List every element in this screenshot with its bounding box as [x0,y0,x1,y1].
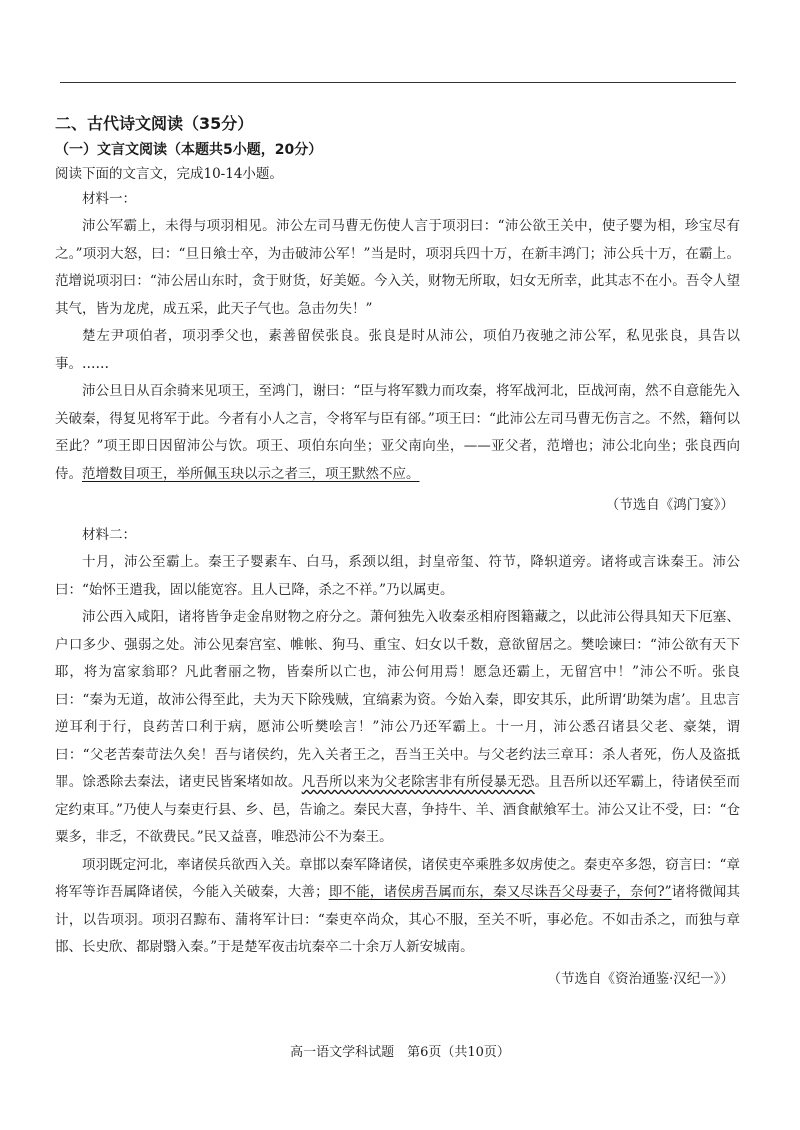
material-two-paragraph-1: 十月，沛公至霸上。秦王子婴素车、白马，系颈以组，封皇帝玺、符节，降轵道旁。诸将或言诛秦王。沛公曰：“始怀王遣我，固以能宽容。且人已降，杀之不祥。”乃以属吏。 [55,554,740,598]
material-one-source: （节选自《鸿门宴》） [605,497,734,513]
material-two [55,522,740,996]
material-one [55,186,740,522]
material-two-paragraph-3 [55,852,740,962]
wavy-underlined-sentence: 凡吾所以来为父老除害非有所侵暴无恐 [301,774,535,790]
material-one-paragraph-1: 沛公军霸上，未得与项羽相见。沛公左司马曹无伤使人言于项羽曰：“沛公欲王关中，使子婴为相，珍宝尽有之。”项羽大怒，曰：“旦日飨士卒，为击破沛公军！”当是时，项羽兵四十万，在新丰鸿门；沛公兵十万，在霸上。范增说项羽曰：“沛公居山东时，贪于财货，好美姬。今入关，财物无所取，妇女无所幸，此其志不在小。吾令人望其气，皆为龙虎，成五采，此天子气也。急击勿失！” [55,218,740,317]
paragraph-text-continued: 。且吾所以还军霸上，待诸侯至而定约束耳。”乃使人与秦吏行县、乡、邑，告谕之。秦民大喜，争持牛、羊、酒食献飨军士。沛公又让不受，曰：“仓粟多，非乏，不欲费民。”民又益喜，唯恐沛公不为秦王。 [55,774,741,845]
material-one-paragraph-3 [55,378,740,488]
section-title: 二、古代诗文阅读（35分） [55,114,254,133]
paragraph-text: 沛公旦日从百余骑来见项王，至鸿门，谢曰：“臣与将军戮力而攻秦，将军战河北，臣战河南，然不自意能先入关破秦，得复见将军于此。今者有小人之言，令将军与臣有郤。”项王曰：“此沛公左司马曹无伤言之。不然，籍何以至此？”项王即日因留沛公与饮。项王、项伯东向坐；亚父南向坐，——亚父者，范增也；沛公北向坐；张良西向侍。 [55,383,740,482]
paragraph-text-continued: 诸将微闻其计，以告项羽。项羽召黥布、蒲将军计曰：“秦吏卒尚众，其心不服，至关不听，事必危。不如击杀之，而独与章邯、长史欣、都尉翳入秦。”于是楚军夜击坑秦卒二十余万人新安城南。 [55,884,741,955]
instruction: 阅读下面的文言文，完成10-14小题。 [55,166,283,182]
material-one-paragraph-2: 楚左尹项伯者，项羽季父也，素善留侯张良。张良是时从沛公，项伯乃夜驰之沛公军，私见张良，具告以事。…… [55,328,740,372]
exam-content [55,110,740,996]
header-rule [60,82,736,83]
subsection-title: （一）文言文阅读（本题共5小题，20分） [55,142,323,158]
underlined-sentence: 范增数目项王，举所佩玉玦以示之者三，项王默然不应。 [82,465,420,482]
material-two-paragraph-2 [55,604,740,852]
underlined-sentence: 即不能，诸侯虏吾属而东，秦又尽诛吾父母妻子，奈何?” [328,884,672,900]
paragraph-text: 项羽既定河北，率诸侯兵欲西入关。章邯以秦军降诸侯，诸侯吏卒乘胜多奴虏使之。秦吏卒多怨，窃言曰：“章将军等诈吾属降诸侯，今能入关破秦，大善； [55,856,740,900]
material-two-source: （节选自《资治通鉴·汉纪一》） [547,970,734,987]
material-one-label: 材料一： [82,191,136,207]
material-two-label: 材料二： [82,527,136,543]
page-footer: 高一语文学科试题 第6页（共10页） [290,1045,510,1060]
paragraph-text: 沛公西入咸阳，诸将皆争走金帛财物之府分之。萧何独先入收秦丞相府图籍藏之，以此沛公得具知天下厄塞、户口多少、强弱之处。沛公见秦宫室、帷帐、狗马、重宝、妇女以千数，意欲留居之。樊哙谏曰：“沛公欲有天下耶，将为富家翁耶？凡此奢丽之物，皆秦所以亡也，沛公何用焉！愿急还霸上，无留宫中！”沛公不听。张良曰：“秦为无道，故沛公得至此，夫为天下除残贼，宜缟素为资。今始入秦，即安其乐，此所谓‘助桀为虐’。且忠言逆耳利于行，良药苦口利于病，愿沛公听樊哙言！”沛公乃还军霸上。十一月，沛公悉召诸县父老、豪桀，谓曰：“父老苦秦苛法久矣！吾与诸侯约，先入关者王之，吾当王关中。与父老约法三章耳：杀人者死，伤人及盗抵罪。馀悉除去秦法，诸吏民皆案堵如故。 [55,609,740,790]
